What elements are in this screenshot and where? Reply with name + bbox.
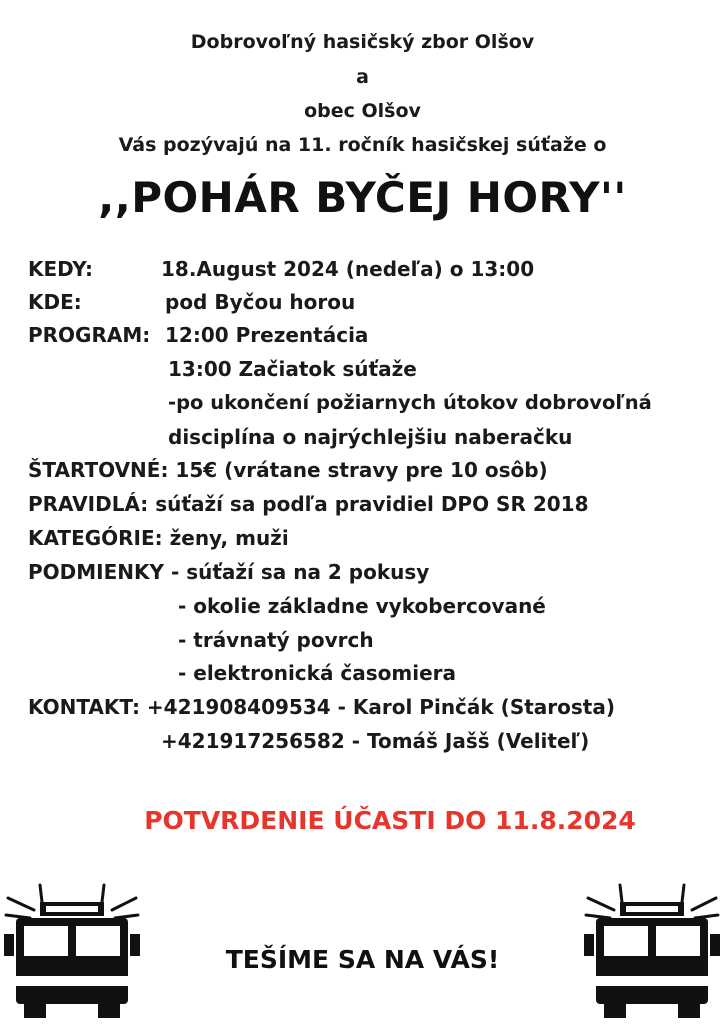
confirmation-deadline: POTVRDENIE ÚČASTI DO 11.8.2024 (144, 806, 636, 835)
program-item: -po ukončení požiarnych útokov dobrovoľná (168, 391, 652, 414)
kde-label: KDE: (28, 290, 82, 314)
pravidla-line: PRAVIDLÁ: súťaží sa podľa pravidiel DPO SR 2018 (28, 492, 589, 516)
startovne-line: ŠTARTOVNÉ: 15€ (vrátane stravy pre 10 osôb) (28, 458, 548, 482)
conjunction-line: a (356, 66, 369, 88)
kedy-label: KEDY: (28, 257, 94, 281)
kontakt-line: KONTAKT: +421908409534 - Karol Pinčák (Starosta) (28, 695, 615, 719)
program-item: disciplína o najrýchlejšiu naberačku (168, 425, 573, 449)
program-label: PROGRAM: (28, 323, 151, 347)
kde-value: pod Byčou horou (165, 290, 356, 314)
podmienky-item: - elektronická časomiera (178, 661, 457, 685)
closing-line: TEŠÍME SA NA VÁS! (225, 945, 500, 974)
podmienky-line: PODMIENKY - súťaží sa na 2 pokusy (28, 560, 430, 584)
kedy-value: 18.August 2024 (nedeľa) o 13:00 (161, 257, 535, 281)
municipality-line: obec Olšov (304, 100, 421, 122)
kontakt-line: +421917256582 - Tomáš Jašš (Veliteľ) (161, 729, 590, 753)
podmienky-item: - trávnatý povrch (178, 628, 374, 652)
kategorie-line: KATEGÓRIE: ženy, muži (28, 526, 289, 550)
fire-truck-icon (580, 880, 725, 1024)
invitation-line: Vás pozývajú na 11. ročník hasičskej súťaže o (118, 134, 607, 156)
program-item: 12:00 Prezentácia (165, 323, 369, 347)
podmienky-item: - okolie základne vykobercované (178, 594, 546, 618)
organizer-line: Dobrovoľný hasičský zbor Olšov (190, 31, 535, 53)
event-title: ,,POHÁR BYČEJ HORY'' (98, 173, 627, 222)
program-item: 13:00 Začiatok súťaže (168, 357, 417, 381)
fire-truck-icon (0, 880, 145, 1024)
